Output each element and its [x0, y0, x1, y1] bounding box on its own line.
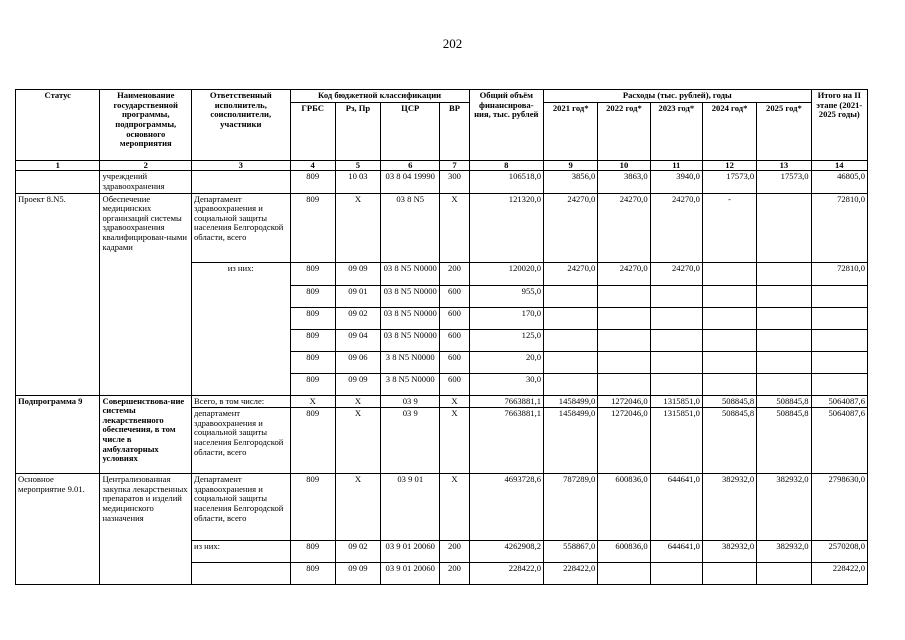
col-num: 7	[440, 160, 469, 171]
cell-2022: 24270,0	[598, 193, 650, 262]
cell-csr: 03 9 01 20060	[381, 563, 440, 585]
cell-total: 170,0	[469, 307, 543, 329]
cell-csr: 03 8 04 19990	[381, 171, 440, 193]
cell-csr: 03 8 N5 N0000	[381, 307, 440, 329]
cell-2025: 382932,0	[757, 474, 811, 541]
cell-total: 125,0	[469, 329, 543, 351]
cell-executor: из них:	[192, 541, 291, 563]
cell-rzpr: 09 09	[335, 373, 380, 395]
cell-2022: 600836,0	[598, 474, 650, 541]
col-num: 13	[757, 160, 811, 171]
cell-csr: 03 8 N5	[381, 193, 440, 262]
cell-2023: 644641,0	[650, 474, 702, 541]
cell-vr: 600	[440, 285, 469, 307]
cell-2021: 787289,0	[544, 474, 598, 541]
table-row	[16, 474, 868, 541]
header-total-volume: Общий объём финансирова-ния, тыс. рублей	[469, 90, 543, 161]
cell-grbs: 809	[290, 351, 335, 373]
cell-vr: 600	[440, 373, 469, 395]
cell-2021: 558867,0	[544, 541, 598, 563]
col-num: 3	[192, 160, 291, 171]
cell-vr: 200	[440, 541, 469, 563]
cell-grbs: 809	[290, 171, 335, 193]
cell-grbs: 809	[290, 474, 335, 541]
cell-total: 30,0	[469, 373, 543, 395]
cell-2021: 24270,0	[544, 193, 598, 262]
cell-2025	[757, 563, 811, 585]
cell-grbs: 809	[290, 373, 335, 395]
cell-rzpr: 09 02	[335, 307, 380, 329]
cell-executor	[192, 171, 291, 193]
cell-2025: 17573,0	[757, 171, 811, 193]
cell-grbs: 809	[290, 193, 335, 262]
cell-vr: 200	[440, 563, 469, 585]
cell-stage: 2798630,0	[811, 474, 867, 541]
cell-2022: 3863,0	[598, 171, 650, 193]
cell-csr: 03 9 01	[381, 474, 440, 541]
cell-grbs: 809	[290, 329, 335, 351]
cell-stage: 228422,0	[811, 563, 867, 585]
header-executor: Ответственный исполнитель, соисполнители, участники	[192, 90, 291, 161]
table-row	[16, 395, 868, 408]
col-num: 1	[16, 160, 100, 171]
header-expenses: Расходы (тыс. рублей), годы	[544, 90, 812, 103]
cell-stage: 5064087,6	[811, 408, 867, 474]
cell-2024: 382932,0	[702, 541, 756, 563]
header-grbs: ГРБС	[290, 102, 335, 160]
col-num: 6	[381, 160, 440, 171]
cell-2023: 3940,0	[650, 171, 702, 193]
cell-2023: 1315851,0	[650, 408, 702, 474]
cell-2022: 1272046,0	[598, 408, 650, 474]
cell-vr: Х	[440, 474, 469, 541]
cell-rzpr: 09 06	[335, 351, 380, 373]
cell-status: Подпрограмма 9	[16, 395, 100, 474]
cell-total: 20,0	[469, 351, 543, 373]
cell-csr: 3 8 N5 N0000	[381, 351, 440, 373]
header-budget-code: Код бюджетной классификации	[290, 90, 469, 103]
cell-csr: 03 9 01 20060	[381, 541, 440, 563]
cell-2021: 3856,0	[544, 171, 598, 193]
cell-total: 106518,0	[469, 171, 543, 193]
header-2021: 2021 год*	[544, 102, 598, 160]
cell-2021: 24270,0	[544, 262, 598, 285]
cell-2025	[757, 262, 811, 285]
header-rzpr: Рз, Пр	[335, 102, 380, 160]
cell-stage: 2570208,0	[811, 541, 867, 563]
header-2022: 2022 год*	[598, 102, 650, 160]
cell-2022: 600836,0	[598, 541, 650, 563]
cell-rzpr: 10 03	[335, 171, 380, 193]
cell-executor: из них:	[192, 262, 291, 395]
cell-csr: 03 8 N5 N0000	[381, 329, 440, 351]
cell-2024	[702, 262, 756, 285]
col-num: 10	[598, 160, 650, 171]
cell-vr: Х	[440, 193, 469, 262]
cell-total: 121320,0	[469, 193, 543, 262]
cell-2023: 24270,0	[650, 262, 702, 285]
cell-rzpr: Х	[335, 193, 380, 262]
cell-rzpr: Х	[335, 395, 380, 408]
cell-rzpr: 09 01	[335, 285, 380, 307]
cell-rzpr: 09 02	[335, 541, 380, 563]
cell-csr: 03 8 N5 N0000	[381, 285, 440, 307]
cell-rzpr: Х	[335, 474, 380, 541]
cell-name: учреждений здравоохранения	[100, 171, 192, 193]
cell-2024: 17573,0	[702, 171, 756, 193]
col-num: 11	[650, 160, 702, 171]
cell-csr: 03 8 N5 N0000	[381, 262, 440, 285]
cell-grbs: 809	[290, 541, 335, 563]
col-num: 9	[544, 160, 598, 171]
col-num: 12	[702, 160, 756, 171]
cell-total: 4262908,2	[469, 541, 543, 563]
cell-total: 228422,0	[469, 563, 543, 585]
cell-executor: Департамент здравоохранения и социальной защиты населения Белгородской области, всего	[192, 193, 291, 262]
column-number-row	[16, 160, 868, 171]
col-num: 5	[335, 160, 380, 171]
cell-stage: 72810,0	[811, 262, 867, 285]
cell-grbs: Х	[290, 395, 335, 408]
cell-2021: 1458499,0	[544, 408, 598, 474]
cell-executor	[192, 563, 291, 585]
cell-vr: 600	[440, 351, 469, 373]
cell-2025: 508845,8	[757, 395, 811, 408]
cell-status	[16, 171, 100, 193]
cell-2021: 228422,0	[544, 563, 598, 585]
cell-2024	[702, 563, 756, 585]
budget-table	[15, 89, 868, 585]
cell-stage: 5064087,6	[811, 395, 867, 408]
cell-vr: Х	[440, 395, 469, 408]
cell-executor: департамент здравоохранения и социальной защиты населения Белгородской области, всего	[192, 408, 291, 474]
cell-stage: 46805,0	[811, 171, 867, 193]
cell-2025: 382932,0	[757, 541, 811, 563]
cell-2022	[598, 563, 650, 585]
header-csr: ЦСР	[381, 102, 440, 160]
cell-csr: 03 9	[381, 395, 440, 408]
col-num: 14	[811, 160, 867, 171]
page-number: 202	[442, 36, 463, 51]
cell-executor: Департамент здравоохранения и социальной защиты населения Белгородской области, всего	[192, 474, 291, 541]
cell-2023	[650, 563, 702, 585]
cell-2023: 24270,0	[650, 193, 702, 262]
cell-rzpr: 09 09	[335, 262, 380, 285]
cell-rzpr: 09 04	[335, 329, 380, 351]
cell-grbs: 809	[290, 408, 335, 474]
cell-2023: 1315851,0	[650, 395, 702, 408]
cell-2024: 382932,0	[702, 474, 756, 541]
col-num: 4	[290, 160, 335, 171]
cell-name: Обеспечение медицинских организаций системы здравоохранения квалифицирован-ными кадрами	[100, 193, 192, 395]
header-2024: 2024 год*	[702, 102, 756, 160]
cell-grbs: 809	[290, 563, 335, 585]
cell-status: Основное мероприятие 9.01.	[16, 474, 100, 585]
cell-vr: 600	[440, 329, 469, 351]
cell-2025: 508845,8	[757, 408, 811, 474]
cell-csr: 3 8 N5 N0000	[381, 373, 440, 395]
cell-2021: 1458499,0	[544, 395, 598, 408]
table-row	[16, 171, 868, 193]
cell-vr: 600	[440, 307, 469, 329]
header-name: Наименование государственной программы, подпрограммы, основного мероприятия	[100, 90, 192, 161]
cell-name: Совершенствова-ние системы лекарственного обеспечения, в том числе в амбулаторных условиях	[100, 395, 192, 474]
cell-grbs: 809	[290, 262, 335, 285]
col-num: 2	[100, 160, 192, 171]
cell-2023: 644641,0	[650, 541, 702, 563]
cell-vr: 300	[440, 171, 469, 193]
cell-stage: 72810,0	[811, 193, 867, 262]
header-vr: ВР	[440, 102, 469, 160]
cell-rzpr: 09 09	[335, 563, 380, 585]
cell-csr: 03 9	[381, 408, 440, 474]
col-num: 8	[469, 160, 543, 171]
cell-total: 955,0	[469, 285, 543, 307]
header-2023: 2023 год*	[650, 102, 702, 160]
table-row	[16, 193, 868, 262]
cell-vr: 200	[440, 262, 469, 285]
header-row-1	[16, 90, 868, 103]
cell-2022: 24270,0	[598, 262, 650, 285]
header-2025: 2025 год*	[757, 102, 811, 160]
cell-2025	[757, 193, 811, 262]
cell-rzpr: Х	[335, 408, 380, 474]
header-stage-total: Итого на II этапе (2021-2025 годы)	[811, 90, 867, 161]
cell-total: 4693728,6	[469, 474, 543, 541]
header-status: Статус	[16, 90, 100, 161]
cell-2024: 508845,8	[702, 395, 756, 408]
cell-2024: 508845,8	[702, 408, 756, 474]
cell-total: 7663881,1	[469, 395, 543, 408]
cell-2022: 1272046,0	[598, 395, 650, 408]
cell-total: 7663881,1	[469, 408, 543, 474]
cell-total: 120020,0	[469, 262, 543, 285]
cell-2024: -	[702, 193, 756, 262]
cell-status: Проект 8.N5.	[16, 193, 100, 395]
cell-name: Централизованная закупка лекарственных препаратов и изделий медицинского назначения	[100, 474, 192, 585]
cell-grbs: 809	[290, 285, 335, 307]
cell-executor: Всего, в том числе:	[192, 395, 291, 408]
cell-vr: Х	[440, 408, 469, 474]
cell-grbs: 809	[290, 307, 335, 329]
